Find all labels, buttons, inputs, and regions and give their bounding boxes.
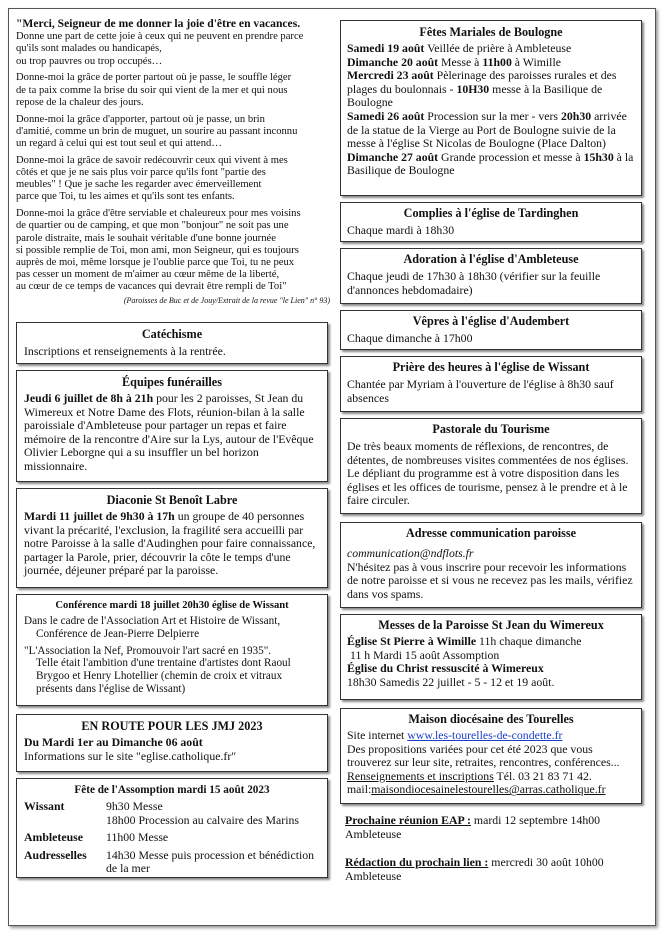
conference-line: Telle était l'ambition d'une trentaine d'artistes dont Raoul Brygoo et Henry Lhotellier (chemin de croix et vitraux présents dans l'église de Wissant) [36,657,291,695]
assomption-event: 11h00 Messe [106,830,169,845]
reunion-eap [345,814,637,841]
pastorale-text: De très beaux moments de réflexions, de rencontres, de détentes, de nombreuses visites commentées de nos églises. Le dépliant du programme est à votre disposition dans les églises et les offices de tourisme, pensez à le prendre et à le faire circuler. [347,439,629,508]
funerailles-text [24,392,320,474]
prayer-line: Donne-moi la grâce de porter partout où je passe, le souffle léger [16,72,292,84]
priere-box [340,356,642,412]
conference-line: Dans le cadre de l'Association Art et Histoire de Wissant, [24,615,281,627]
adoration-box [340,248,642,304]
prayer-line: pas cesser un moment de m'aimer au cœur même de la liberté, [16,269,280,281]
diaconie-title: Diaconie St Benoît Labre [106,493,238,507]
catechisme-box [16,322,328,364]
prayer-line: auprès de moi, même lorsque je l'oublie parce que Toi, tu ne peux [16,257,295,269]
prayer-line: si possible remplie de Toi, mon ami, mon Seigneur, qui es toujours [16,244,299,256]
assomption-place: Ambleteuse [24,830,83,845]
prayer-line: Donne-moi la grâce de savoir redécouvrir ceux qui vivent à mes [16,154,288,166]
vepres-title: Vêpres à l'église d'Audembert [412,314,570,328]
tourelles-text: Des propositions variées pour cet été 2023 que vous trouverez sur leur site, retraites, rencontres, conférences... [347,741,620,770]
prayer-line: parce que Toi, tu les aimes et qu'ils sont tes enfants. [16,191,235,203]
tourelles-rens-link[interactable]: Renseignements et inscriptions [347,768,494,783]
tourelles-mail-label: mail: [347,782,372,797]
conference-text [24,615,320,696]
conference-line: Conférence de Jean-Pierre Delpierre [36,627,200,640]
mariales-item [347,69,635,110]
mariales-time: 15h30 [583,149,614,164]
mariales-text: à la Basilique de Boulogne [347,149,634,178]
conference-box [16,594,328,706]
assomption-title: Fête de l'Assomption mardi 15 août 2023 [74,784,270,796]
mariales-item [347,151,635,178]
prayer-line: de quartier ou de camping, et que mon "bonjour" ne soit pas une [16,220,289,232]
messes-church-name: Église du Christ ressuscité à Wimereux [347,661,544,676]
assomption-place: Wissant [24,799,65,813]
conference-line: "L'Association la Nef, Promouvoir l'art sacré en 1935". [24,644,272,657]
adoration-text: Chaque jeudi de 17h30 à 18h30 (vérifier sur la feuille d'annonces hebdomadaire) [347,269,601,297]
assomption-place [24,814,106,828]
prayer-line: parole distraite, mais le souhait véritable d'une bonne journée [16,232,276,244]
prayer-line: meubles" ! Que je sache les regarder avec émerveillement [16,179,262,191]
mariales-text: à Wimille [511,54,561,69]
prayer-line: Donne une part de cette joie à ceux qui ne peuvent en prendre parce [16,31,304,43]
diaconie-box [16,488,328,588]
prayer-line: Donne-moi la grâce d'apporter, partout où je passe, un brin [16,113,265,125]
redaction-label: Rédaction du prochain lien : [345,855,489,869]
tourelles-site-link[interactable]: www.les-tourelles-de-condette.fr [407,728,563,742]
messes-schedule: 18h30 Samedis 22 juillet - 5 - 12 et 19 août. [347,674,555,689]
mariales-text: Veillée de prière à Ambleteuse [424,41,572,55]
jmj-info: Informations sur le site "eglise.catholique.fr" [24,748,237,763]
tourelles-mail-link[interactable]: maisondiocesainelestourelles@arras.catholique.fr [371,782,606,797]
adoration-title: Adoration à l'église d'Ambleteuse [403,252,579,266]
mariales-date: Dimanche 27 août [347,149,439,164]
mariales-text: Procession sur la mer - vers [424,108,561,123]
messes-title: Messes de la Paroisse St Jean du Wimereux [378,618,604,632]
mariales-text: Pèlerinage des paroisses rurales et des plages du boulonnais - [347,68,617,96]
mariales-date: Dimanche 20 août [347,54,439,69]
tourelles-contact [347,770,635,784]
priere-text: Chantée par Myriam à l'ouverture de l'église à 8h30 sauf absences [347,377,614,405]
mariales-text: messe à la Basilique de Boulogne [347,81,603,110]
mariales-date: Mercredi 23 août [347,68,434,83]
assomption-row [24,849,320,876]
complies-box [340,202,642,242]
assomption-event: 9h30 Messe [106,799,163,813]
prayer-line: repose de la chaleur des jours. [16,96,144,108]
prayer-line: côtés et que je ne sais plus voir parce qu'ils font "partie des [16,167,266,179]
messes-schedule: 11h chaque dimanche [476,634,582,648]
prayer-line: Donne-moi la grâce d'être serviable et chaleureux pour mes voisins [16,208,301,220]
vepres-box [340,310,642,350]
assomption-row [24,800,320,814]
tourelles-title: Maison diocésaine des Tourelles [408,712,574,726]
conference-title: Conférence mardi 18 juillet 20h30 église de Wissant [55,600,289,611]
funerailles-title: Équipes funérailles [122,375,222,389]
reunion-label: Prochaine réunion EAP : [345,813,471,827]
reunion-text: mardi 12 septembre 14h00 Ambleteuse [345,813,601,841]
mariales-date: Samedi 26 août [347,108,425,123]
assomption-row [24,831,320,845]
adresse-box [340,522,642,608]
mariales-item [347,110,635,151]
prayer-line: qu'ils sont malades ou handicapés, [16,43,162,55]
adresse-text: N'hésitez pas à vous inscrire pour recevoir les informations de notre paroisse et si vous ne recevez pas les mails, vérifiez dans vos spams. [347,559,633,601]
prayer-title: "Merci, Seigneur de me donner la joie d'être en vacances. [16,17,301,30]
assomption-place: Audresselles [24,847,87,862]
tourelles-box [340,708,642,804]
mariales-item [347,42,635,56]
assomption-event: 14h30 Messe puis procession et bénédiction de la mer [106,847,315,876]
mariales-time: 11h00 [482,54,512,69]
mariales-box [340,20,642,196]
jmj-box [16,714,328,772]
tourelles-site-label: Site internet [347,728,408,742]
messes-church-1 [347,635,635,649]
mariales-time: 20h30 [560,108,592,123]
funerailles-box [16,370,328,482]
complies-title: Complies à l'église de Tardinghen [403,206,579,220]
tourelles-site [347,729,635,743]
mariales-item [347,56,635,70]
diaconie-date: Mardi 11 juillet de 9h30 à 17h [24,509,175,523]
assomption-row [24,814,320,828]
messes-church-name: Église St Pierre à Wimille [347,634,477,648]
mariales-text: Messe à [438,54,483,69]
tourelles-tel: Tél. 03 21 83 71 42. [493,768,592,783]
funerailles-date: Jeudi 6 juillet de 8h à 21h [24,391,154,405]
redaction-lien [345,856,637,883]
diaconie-text [24,510,320,578]
mariales-title: Fêtes Mariales de Boulogne [419,25,563,39]
assomption-box [16,778,328,878]
mariales-date: Samedi 19 août [347,41,425,55]
assomption-event: 18h00 Procession au calvaire des Marins [106,812,299,827]
priere-title: Prière des heures à l'église de Wissant [392,360,590,374]
prayer-line: au cœur de ce temps de vacances qui devrait être rempli de Toi" [16,281,287,293]
prayer-line: de ta paix comme la brise du soir qui vient de la mer et qui nous [16,84,288,96]
vepres-text: Chaque dimanche à 17h00 [347,331,473,345]
messes-box [340,614,642,700]
jmj-dates: Du Mardi 1er au Dimanche 06 août [24,735,203,749]
prayer-section [16,18,330,307]
diaconie-body: un groupe de 40 personnes vivant la précarité, l'exclusion, la fragilité sera accueilli par notre Paroisse à la salle d'Audinghen pour faire connaissance, partager la Parole, prier, découvrir la côte le temps d'une journée, déjeuner préparé par la paroisse. [24,509,316,578]
funerailles-body: pour les 2 paroisses, St Jean du Wimereux et Notre Dame des Flots, réunion-bilan à la salle paroissiale d'Ambleteuse pour partager un repas et faire mémoire de la rencontre d'Aire sur la Lys, autour de l'Evêque Olivier Leborgne qui a su insuffler un bel horizon missionnaire. [24,391,314,473]
catechisme-title: Catéchisme [141,327,203,341]
complies-text: Chaque mardi à 18h30 [347,223,455,237]
prayer-source: (Paroisses de Buc et de Jouy/Extrait de la revue "le Lien" n° 93) [123,295,330,305]
adresse-title: Adresse communication paroisse [405,526,577,540]
mariales-text: Grande procession et messe à [438,149,584,164]
pastorale-box [340,418,642,514]
prayer-line: un regard à celui qui est tout seul et qui attend… [16,138,222,150]
tourelles-mail [347,783,635,797]
redaction-text: mercredi 30 août 10h00 Ambleteuse [345,855,604,883]
jmj-title: EN ROUTE POUR LES JMJ 2023 [81,719,263,733]
pastorale-title: Pastorale du Tourisme [432,422,550,436]
prayer-line: d'amitié, comme un brin de muguet, un sourire au passant inconnu [16,125,298,137]
adresse-email[interactable]: communication@ndflots.fr [347,546,474,560]
messes-schedule: 11 h Mardi 15 août Assomption [350,647,500,662]
prayer-line: ou trop pauvres ou trop occupés… [16,55,163,67]
mariales-text: arrivée de la statue de la Vierge au Port de Boulogne suivie de la messe à l'église St Nicolas de Boulogne (Place Dalton) [347,108,627,151]
catechisme-text: Inscriptions et renseignements à la rentrée. [24,344,226,358]
mariales-time: 10H30 [456,81,490,96]
